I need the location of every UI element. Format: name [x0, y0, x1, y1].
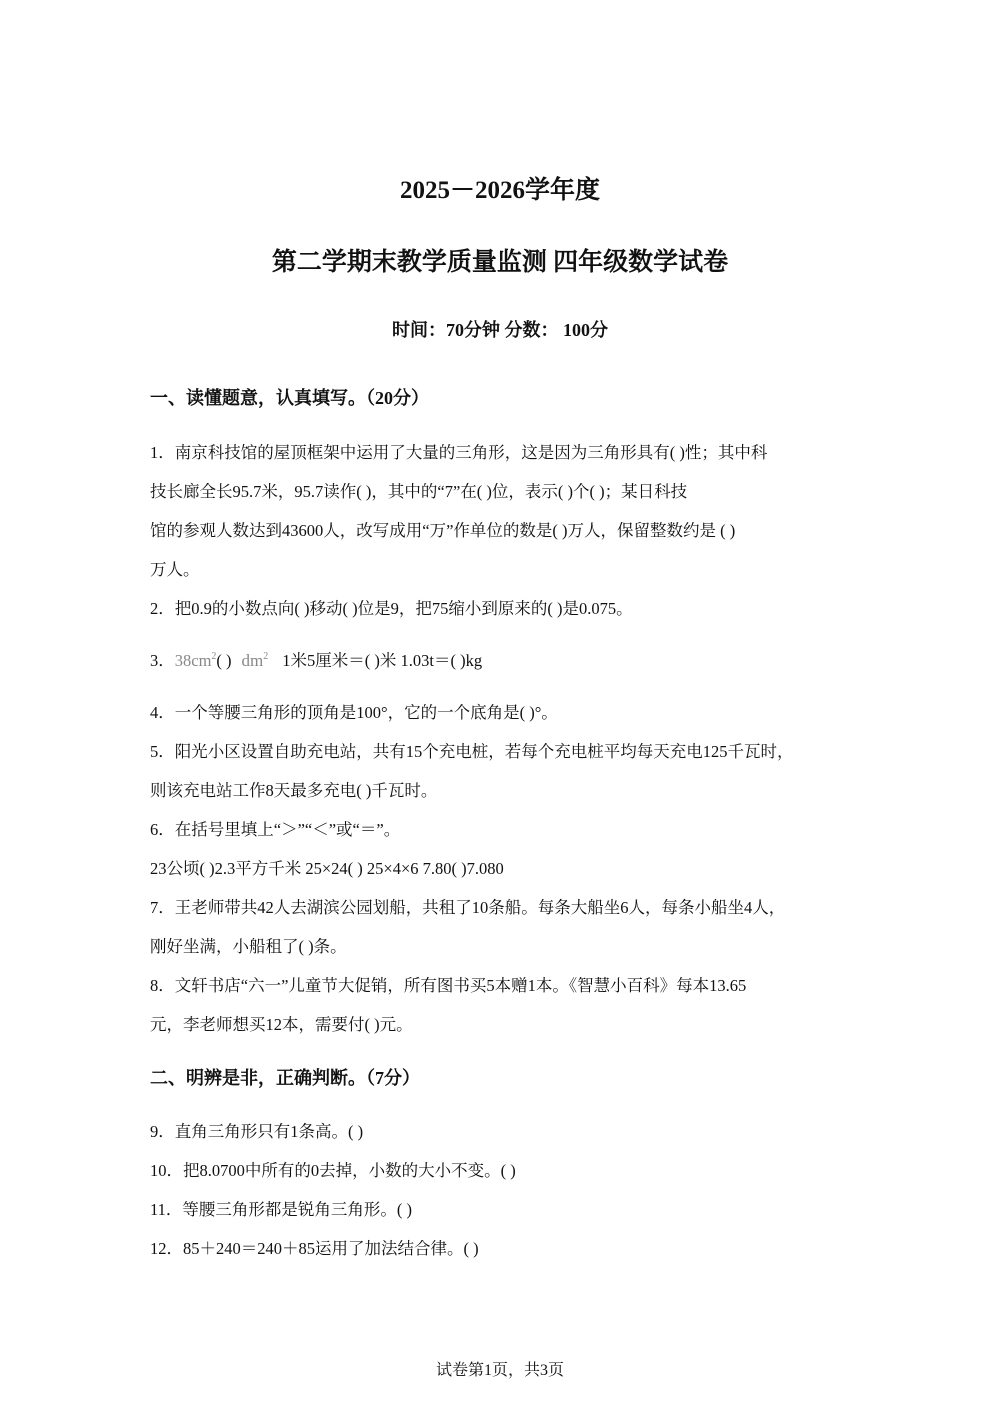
question-1-line-2: 技长廊全长95.7米，95.7读作( )，其中的“7”在( )位，表示( )个( )；某日科技 [150, 482, 688, 501]
question-7-line-2: 刚好坐满，小船租了( )条。 [150, 937, 347, 956]
area-value: 38cm [174, 651, 212, 670]
question-6-line-2: 23公顷( )2.3平方千米 25×24( ) 25×4×6 7.80( )7.080 [150, 859, 504, 878]
question-3 [150, 647, 482, 671]
question-1-line-4: 万人。 [150, 560, 200, 579]
question-3-rest: 1米5厘米＝( )米 1.03t＝( )kg [282, 651, 483, 670]
section-heading-fill-in: 一、读懂题意，认真填写。（20分） [150, 388, 429, 408]
question-5-line-2: 则该充电站工作8天最多充电( )千瓦时。 [150, 781, 438, 800]
answer-blank: ( ) [216, 651, 232, 670]
page-footer: 试卷第1页，共3页 [435, 1362, 564, 1379]
question-10: 10．把8.0700中所有的0去掉，小数的大小不变。( ) [150, 1161, 516, 1180]
question-3-number: 3． [150, 651, 175, 670]
question-4: 4．一个等腰三角形的顶角是100°，它的一个底角是( )°。 [150, 703, 558, 722]
question-9: 9．直角三角形只有1条高。( ) [150, 1122, 364, 1141]
question-6-line-1: 6．在括号里填上“＞”“＜”或“＝”。 [150, 820, 401, 839]
exam-main-title: 第二学期末教学质量监测 四年级数学试卷 [271, 249, 729, 276]
section-heading-true-false: 二、明辨是非，正确判断。（7分） [150, 1068, 420, 1088]
area-exponent: 2 [211, 651, 217, 662]
question-1-line-3: 馆的参观人数达到43600人，改写成用“万”作单位的数是( )万人，保留整数约是 ( ) [150, 521, 736, 540]
exam-time-score: 时间：70分钟 分数： 100分 [392, 320, 608, 340]
question-2: 2．把0.9的小数点向( )移动( )位是9，把75缩小到原来的( )是0.075。 [150, 599, 633, 618]
question-12: 12．85＋240＝240＋85运用了加法结合律。( ) [150, 1239, 479, 1258]
question-8-line-2: 元，李老师想买12本，需要付( )元。 [150, 1015, 413, 1034]
exam-year-title: 2025－2026学年度 [399, 177, 600, 204]
question-7-line-1: 7．王老师带共42人去湖滨公园划船，共租了10条船。每条大船坐6人，每条小船坐4人， [150, 898, 786, 917]
unit-exponent: 2 [263, 651, 269, 662]
question-8-line-1: 8．文轩书店“六一”儿童节大促销，所有图书买5本赠1本。《智慧小百科》每本13.65 [150, 976, 747, 995]
area-unit: dm [241, 651, 264, 670]
question-11: 11．等腰三角形都是锐角三角形。( ) [150, 1200, 413, 1219]
question-5-line-1: 5．阳光小区设置自助充电站，共有15个充电桩，若每个充电桩平均每天充电125千瓦时， [150, 742, 794, 761]
question-1-line-1: 1．南京科技馆的屋顶框架中运用了大量的三角形，这是因为三角形具有( )性；其中科 [150, 443, 768, 462]
